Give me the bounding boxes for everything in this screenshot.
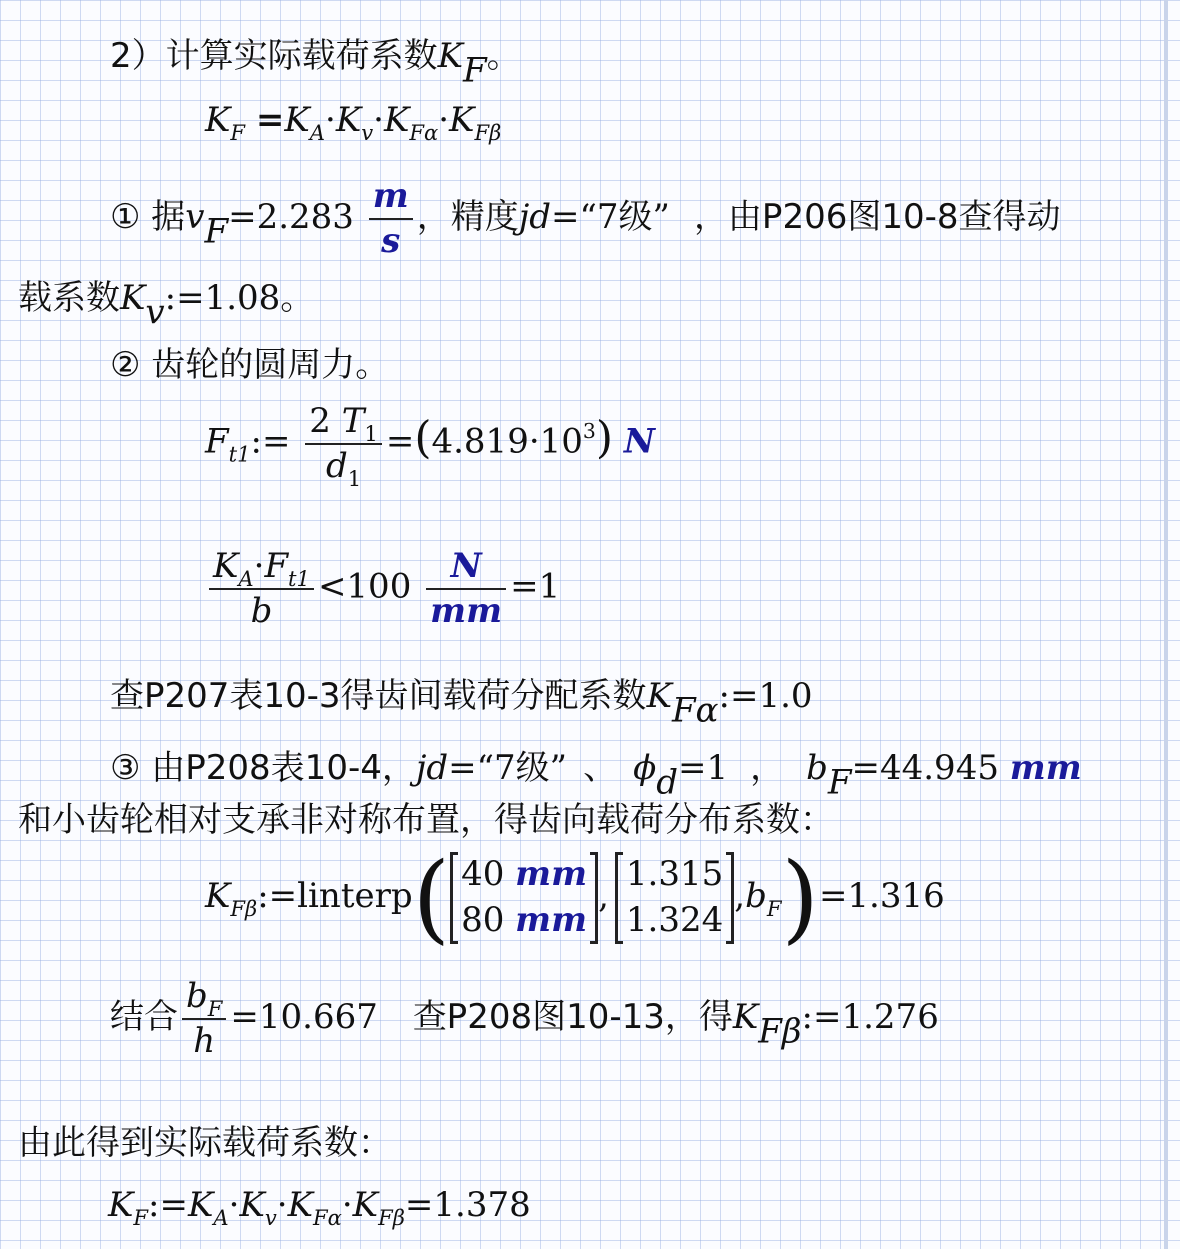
factor-vector: 1.315 1.324 [615, 852, 734, 944]
width-height-ratio-line: 结合 $\frac{b_F}{h}$ =10.667 查P208图10-13，得$K_{F\beta}:=1.276$ [110, 976, 939, 1061]
table-lookup-line: ③ 由P208表10-4，jd=“7级” 、 $\phi_d=1$ ， $b_F=44.945$ mm [110, 748, 1082, 803]
right-scrollbar-edge [1164, 0, 1168, 1249]
linterp-formula: $K_{F\beta}:=linterp$( 40 mm 80 mm , 1.315 1.324 $,b_F)=1.316$ [205, 842, 945, 954]
load-per-width-check: $\frac{K_A\cdot F_{t1}}{b}$ <100 $\frac{N}{mm}$ =1 [205, 545, 560, 632]
kf-formula: $K_F =K_A\cdot K_v\cdot K_{F\alpha}\cdot K_{F\beta}$ [205, 100, 502, 145]
velocity-line: ① 据$v_F=2.283$ $\frac{m}{s}$ ，精度jd=“7级” ，由P206图10-8查得动 [110, 176, 1061, 261]
kfalpha-line: 查P207表10-3得齿间载荷分配系数$K_{F\alpha}:=1.0$ [110, 676, 813, 731]
width-vector: 40 mm 80 mm [450, 852, 598, 944]
arrangement-line: 和小齿轮相对支承非对称布置，得齿向载荷分布系数： [18, 800, 834, 840]
kv-line: 载系数$K_v:=1.08$。 [18, 278, 315, 333]
kf-result-formula: $K_F:=K_A\cdot K_v\cdot K_{F\alpha}\cdot K_{F\beta}=1.378$ [108, 1185, 531, 1230]
section-heading: 2）计算实际载荷系数$K_F$。 [110, 36, 521, 91]
ft-formula: $F_{t1}:=$ $\frac{2 T_1}{d_1}$ $=(4.819\cdot 10^3)$ N [205, 401, 655, 491]
circumferential-force-heading: ② 齿轮的圆周力。 [110, 345, 390, 385]
unit-m-per-s: $\frac{m}{s}$ [369, 175, 413, 262]
summary-heading: 由此得到实际载荷系数： [18, 1123, 392, 1163]
